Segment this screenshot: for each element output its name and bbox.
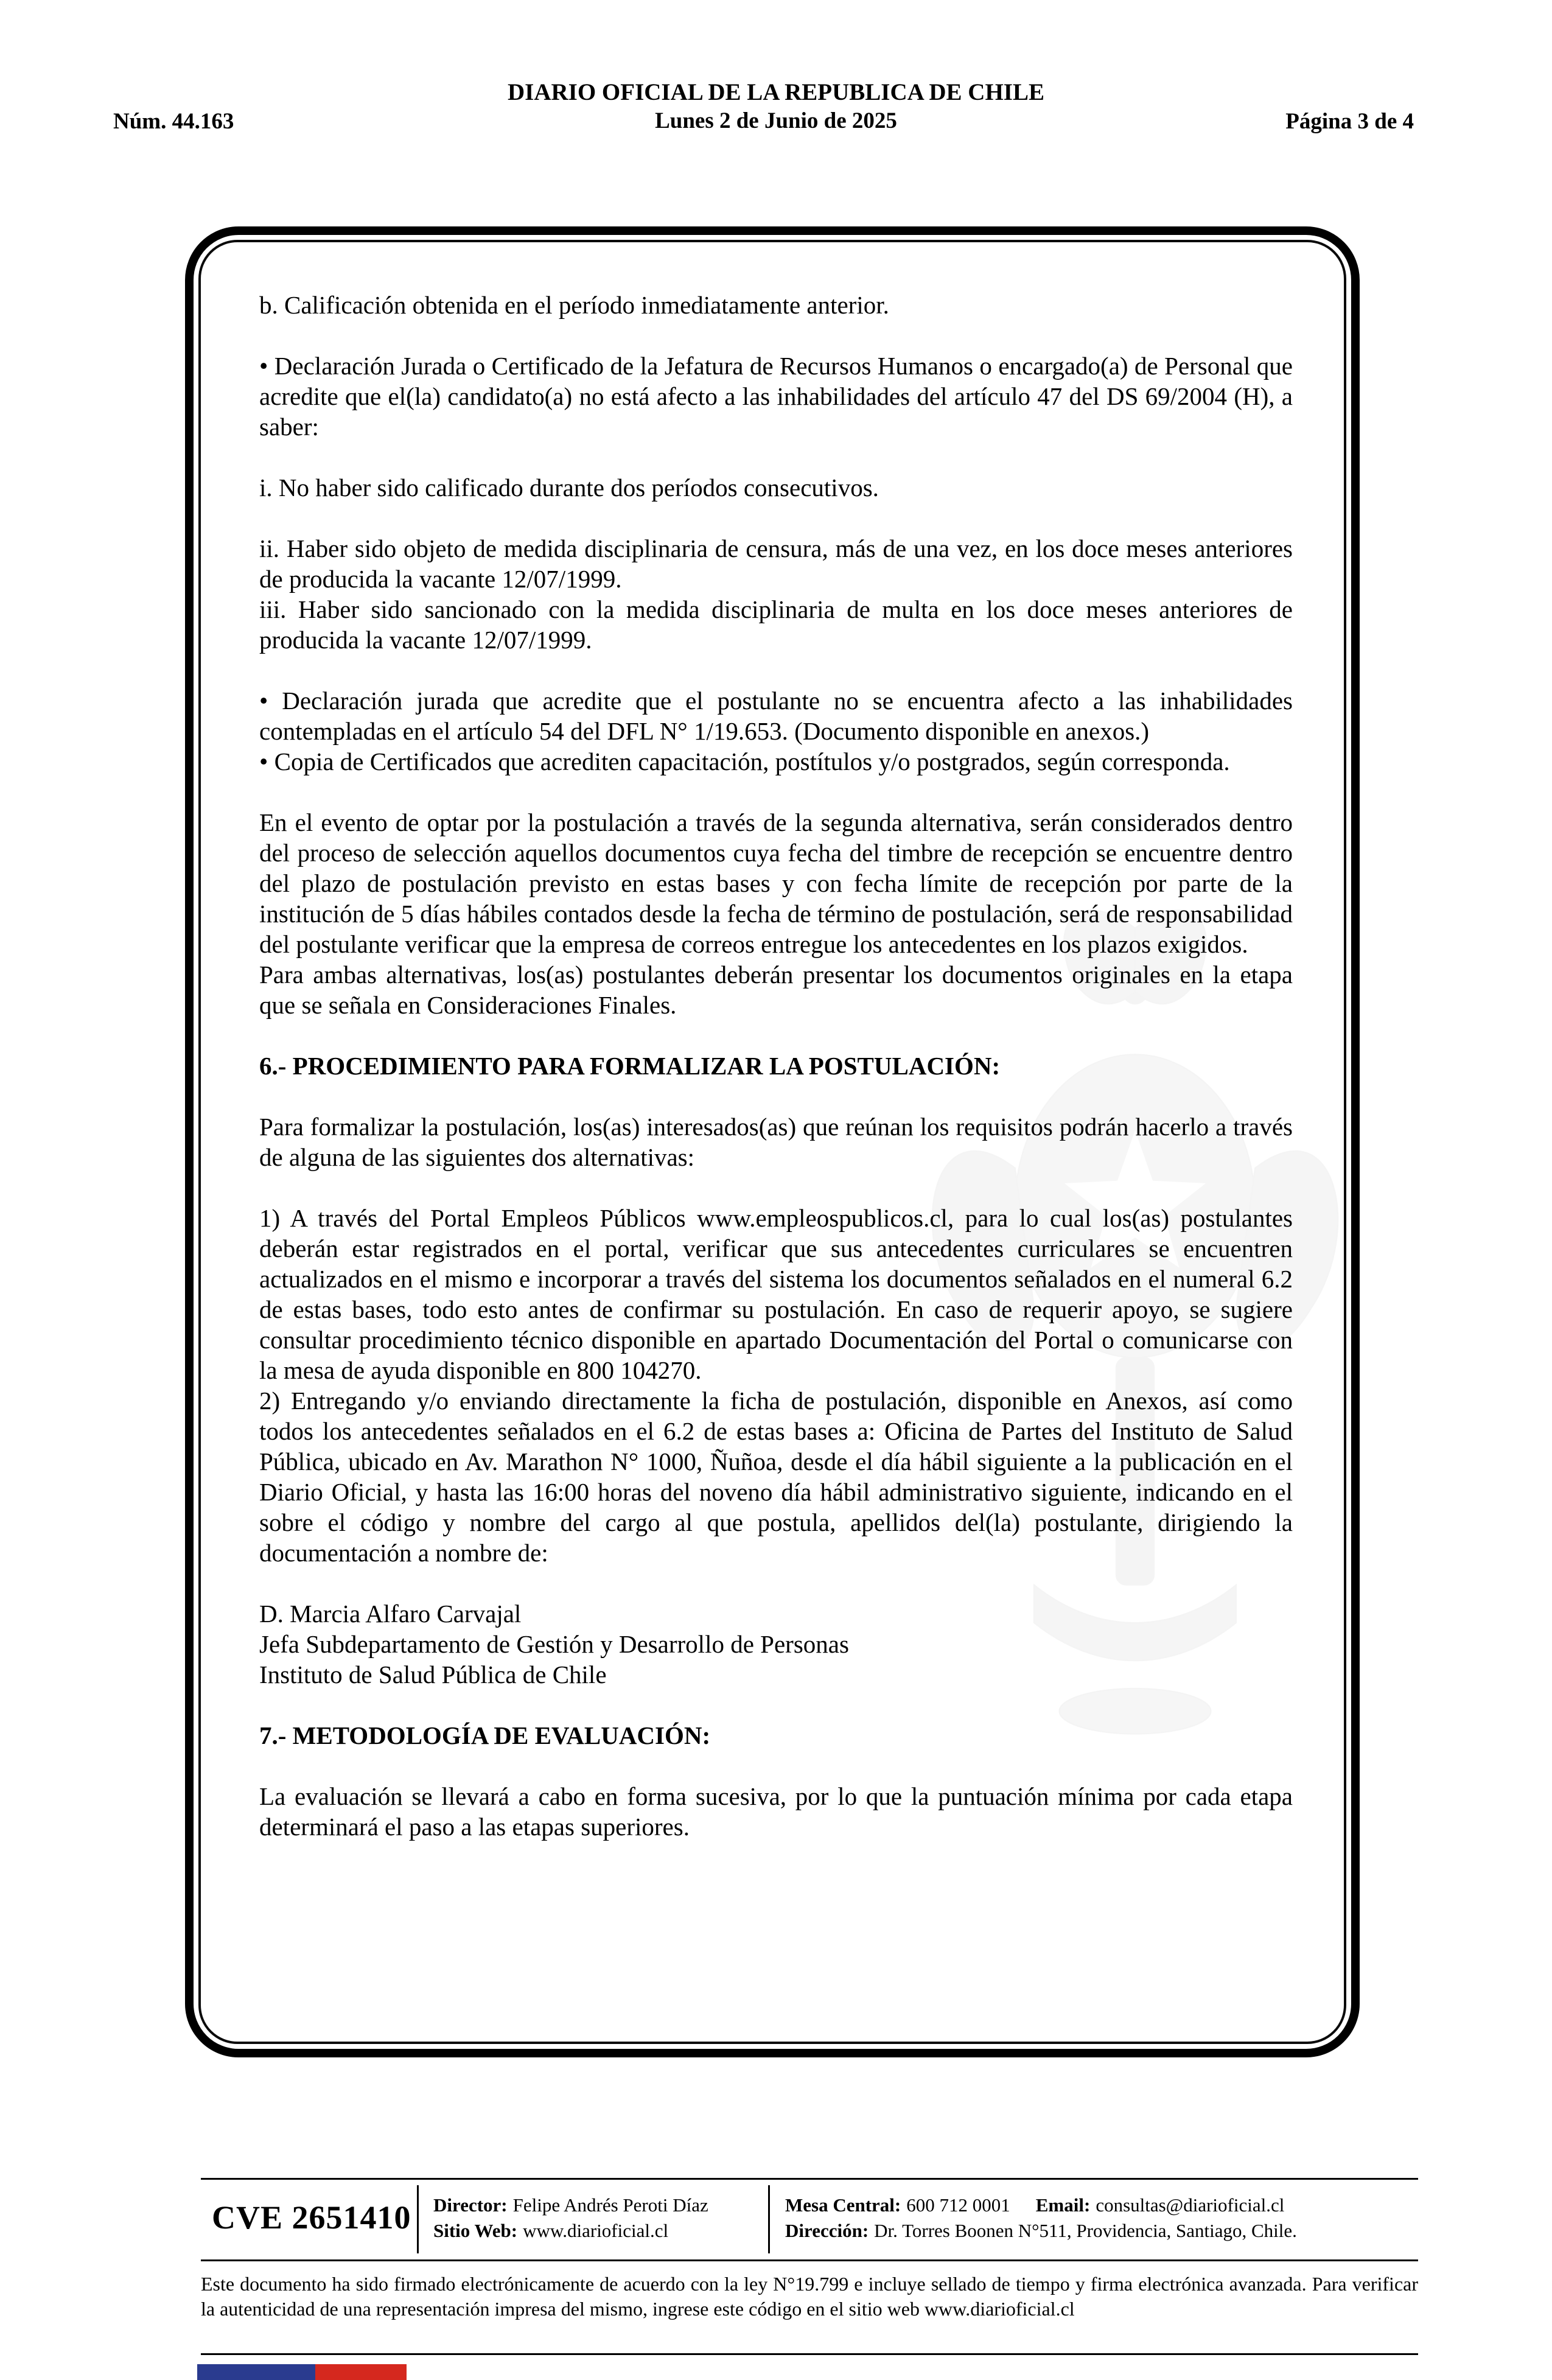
footer-logo-bar-blue [197,2364,315,2380]
paragraph: 1) A través del Portal Empleos Públicos www.empleospublicos.cl, para lo cual los(as) postulantes deberán estar registrados en el portal, verificar que sus antecedentes curriculares se encuentren actualizados en el mismo e incorporar a través del sistema los documentos señalados en el numeral 6.2 de estas bases, todo esto antes de confirmar su postulación. En caso de requerir apoyo, se sugiere consultar procedimiento técnico disponible en apartado Documentación del Portal o comunicarse con la mesa de ayuda disponible en 800 104270. [259,1204,1293,1384]
paragraph: En el evento de optar por la postulación a través de la segunda alternativa, serán considerados dentro del proceso de selección aquellos documentos cuya fecha del timbre de recepción se encuentre dentro del plazo de postulación previsto en estas bases y con fecha límite de recepción por parte de la institución de 5 días hábiles contados desde la fecha de término de postulación, será de responsabilidad del postulante verificar que la empresa de correos entregue los antecedentes en los plazos exigidos. [259,808,1293,958]
divider [201,2259,1418,2261]
paragraph: i. No haber sido calificado durante dos períodos consecutivos. [259,474,879,502]
paragraph: ii. Haber sido objeto de medida disciplinaria de censura, más de una vez, en los doce meses anteriores de producida la vacante 12/07/1999. [259,534,1293,593]
paragraph: Jefa Subdepartamento de Gestión y Desarrollo de Personas [259,1630,849,1658]
paragraph: Para formalizar la postulación, los(as) interesados(as) que reúnan los requisitos podrán hacerlo a través de alguna de las siguientes dos alternativas: [259,1113,1293,1171]
footer-logo-bar-red [315,2364,407,2380]
paragraph: 2) Entregando y/o enviando directamente la ficha de postulación, disponible en Anexos, así como todos los antecedentes señalados en el 6.2 de estas bases a: Oficina de Partes del Instituto de Salud Pública, ubicado en Av. Marathon N° 1000, Ñuñoa, desde el día hábil siguiente a la publicación en el Diario Oficial, y hasta las 16:00 horas del noveno día hábil administrativo siguiente, indicando en el sobre el código y nombre del cargo al que postula, apellidos del(la) postulante, dirigiendo la documentación a nombre de: [259,1387,1293,1567]
email-label: Email: [1035,2194,1091,2216]
paragraph: • Copia de Certificados que acrediten capacitación, postítulos y/o postgrados, según corresponda. [259,747,1230,775]
legal-notice: Este documento ha sido firmado electrónicamente de acuerdo con la ley N°19.799 e incluye sellado de tiempo y firma electrónica avanzada. Para verificar la autenticidad de una representación impresa del mismo, ingrese este código en el sitio web www.diarioficial.cl [201,2273,1418,2320]
publication-title: DIARIO OFICIAL DE LA REPUBLICA DE CHILE [507,79,1044,105]
paragraph: iii. Haber sido sancionado con la medida disciplinaria de multa en los doce meses anteriores de producida la vacante 12/07/1999. [259,595,1293,654]
paragraph: Instituto de Salud Pública de Chile [259,1661,607,1689]
paragraph: b. Calificación obtenida en el período inmediatamente anterior. [259,291,889,319]
footer-contact-column [785,2193,1297,2244]
address-label: Dirección: [785,2220,869,2241]
publication-date: Lunes 2 de Junio de 2025 [655,108,897,133]
paragraph: La evaluación se llevará a cabo en forma sucesiva, por lo que la puntuación mínima por cada etapa determinará el paso a las etapas superiores. [259,1782,1293,1841]
divider [768,2185,770,2253]
divider [201,2353,1418,2355]
paragraph: • Declaración Jurada o Certificado de la Jefatura de Recursos Humanos o encargado(a) de Personal que acredite que el(la) candidato(a) no está afecto a las inhabilidades del artículo 47 del DS 69/2004 (H), a saber: [259,352,1293,441]
footer-director-row [433,2193,708,2218]
phone-label: Mesa Central: [785,2194,901,2216]
section-heading: 6.- PROCEDIMIENTO PARA FORMALIZAR LA POSTULACIÓN: [259,1052,1001,1080]
footer-director-column [433,2193,708,2244]
paragraph: D. Marcia Alfaro Carvajal [259,1600,522,1628]
address-value: Dr. Torres Boonen N°511, Providencia, Santiago, Chile. [874,2220,1297,2241]
section-heading: 7.- METODOLOGÍA DE EVALUACIÓN: [259,1721,711,1749]
footer-address-row [785,2218,1297,2244]
paragraph: • Declaración jurada que acredite que el postulante no se encuentra afecto a las inhabilidades contempladas en el artículo 54 del DFL N° 1/19.653. (Documento disponible en anexos.) [259,687,1293,745]
footer-phone-email-row [785,2193,1297,2218]
issue-number: Núm. 44.163 [113,109,234,134]
phone-number: 600 712 0001 [906,2194,1010,2216]
director-label: Director: [433,2194,508,2216]
content-border-frame-inner [198,240,1346,2044]
footer-website-row [433,2218,708,2244]
website-label: Sitio Web: [433,2220,518,2241]
website-url: www.diarioficial.cl [523,2220,669,2241]
cve-number: CVE 2651410 [212,2199,411,2236]
content-border-frame [185,226,1360,2057]
director-name: Felipe Andrés Peroti Díaz [512,2194,708,2216]
email-address: consultas@diarioficial.cl [1096,2194,1285,2216]
divider [417,2185,419,2253]
paragraph: Para ambas alternativas, los(as) postulantes deberán presentar los documentos originales en la etapa que se señala en Consideraciones Finales. [259,961,1293,1019]
document-body-text [201,242,1344,1842]
divider [201,2178,1418,2180]
page-indicator: Página 3 de 4 [1285,109,1414,134]
